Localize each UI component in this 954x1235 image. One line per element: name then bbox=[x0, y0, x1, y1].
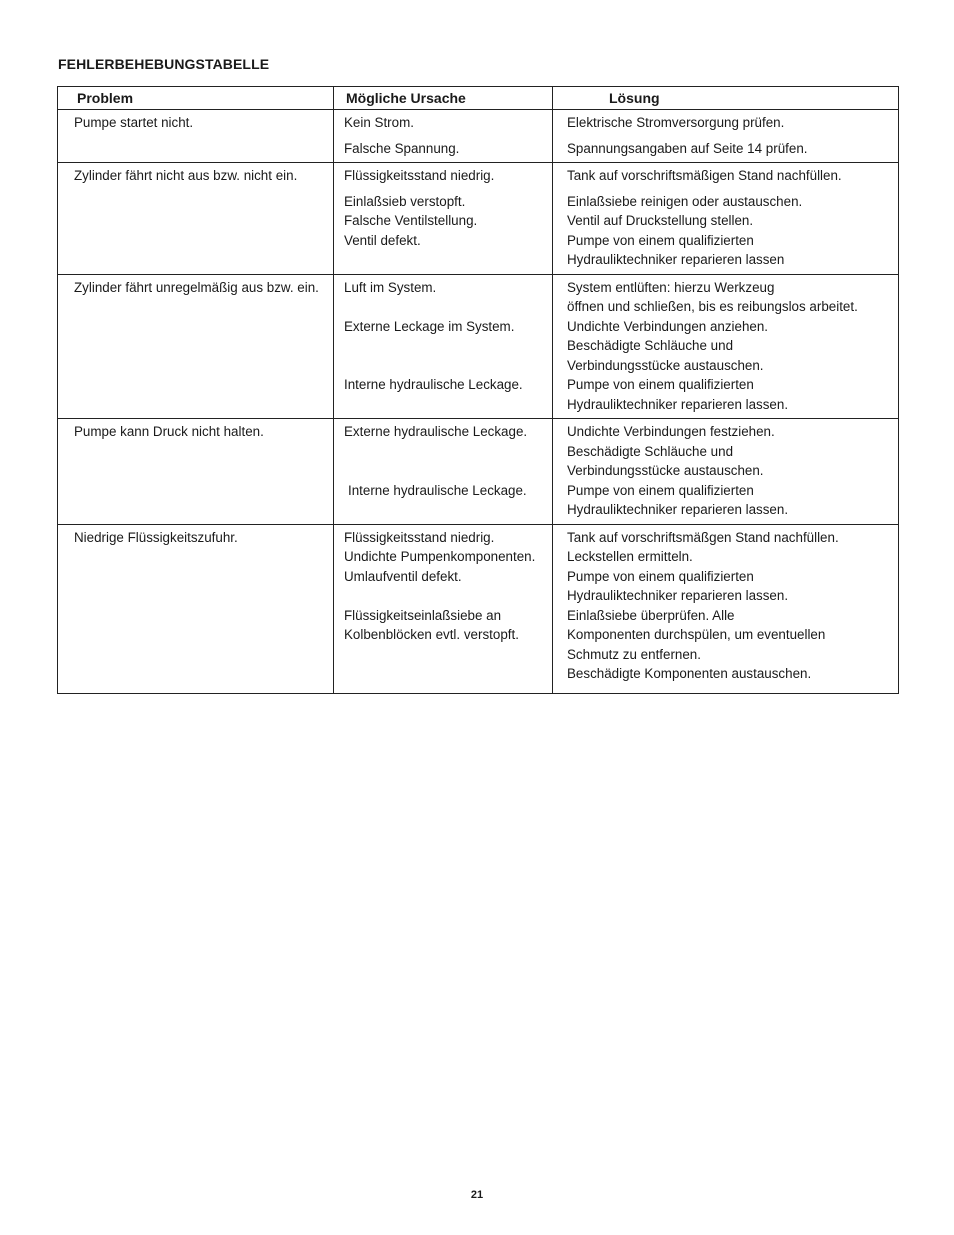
problem-text: Zylinder fährt nicht aus bzw. nicht ein. bbox=[74, 168, 298, 183]
solution-line: Hydrauliktechniker reparieren lassen. bbox=[567, 396, 789, 412]
solution-line: Undichte Verbindungen anziehen. bbox=[567, 318, 769, 334]
table-row bbox=[58, 524, 899, 693]
problem-text: Niedrige Flüssigkeitszufuhr. bbox=[74, 529, 238, 545]
solution-cell bbox=[553, 524, 899, 693]
table-row bbox=[58, 419, 899, 525]
page-number: 21 bbox=[470, 1189, 484, 1201]
header-cause: Mögliche Ursache bbox=[334, 87, 553, 110]
cause-cell bbox=[334, 163, 553, 275]
solution-cell bbox=[553, 163, 899, 275]
solution-cell bbox=[553, 110, 899, 163]
table-row bbox=[58, 110, 899, 163]
cause-line: Interne hydraulische Leckage. bbox=[344, 377, 523, 392]
problem-text: Pumpe startet nicht. bbox=[74, 115, 194, 130]
cause-cell bbox=[334, 419, 553, 525]
cause-line: Flüssigkeitseinlaßsiebe an bbox=[344, 607, 502, 623]
solution-line: System entlüften: hierzu Werkzeug bbox=[567, 279, 775, 295]
solution-line: Pumpe von einem qualifizierten bbox=[567, 377, 754, 392]
solution-line: Pumpe von einem qualifizierten bbox=[567, 482, 754, 498]
problem-cell bbox=[58, 163, 334, 275]
solution-line: Elektrische Stromversorgung prüfen. bbox=[567, 115, 785, 130]
table-header-row bbox=[58, 87, 899, 110]
solution-line: Beschädigte Komponenten austauschen. bbox=[567, 666, 812, 681]
solution-line: Pumpe von einem qualifizierten bbox=[567, 568, 754, 584]
table-row bbox=[58, 274, 899, 419]
problem-text: Pumpe kann Druck nicht halten. bbox=[74, 424, 264, 439]
solution-line: Beschädigte Schläuche und bbox=[567, 338, 734, 353]
solution-line: Einlaßsiebe reinigen oder austauschen. bbox=[567, 193, 803, 209]
page-title: FEHLERBEHEBUNGSTABELLE bbox=[58, 56, 270, 72]
solution-line: Tank auf vorschriftsmäßigen Stand nachfüllen. bbox=[567, 168, 842, 183]
problem-cell bbox=[58, 419, 334, 525]
solution-line: Schmutz zu entfernen. bbox=[567, 646, 701, 662]
header-solution: Lösung bbox=[553, 87, 899, 110]
cause-line: Einlaßsieb verstopft. bbox=[344, 193, 466, 209]
cause-line: Undichte Pumpenkomponenten. bbox=[344, 549, 536, 564]
cause-line: Falsche Ventilstellung. bbox=[344, 213, 478, 228]
solution-line: Ventil auf Druckstellung stellen. bbox=[567, 213, 754, 228]
solution-line: Pumpe von einem qualifizierten bbox=[567, 232, 754, 248]
cause-cell bbox=[334, 274, 553, 419]
cause-line: Ventil defekt. bbox=[344, 232, 421, 248]
cause-line: Flüssigkeitsstand niedrig. bbox=[344, 168, 495, 183]
solution-line: Einlaßsiebe überprüfen. Alle bbox=[567, 607, 735, 623]
problem-text: Zylinder fährt unregelmäßig aus bzw. ein. bbox=[74, 279, 319, 295]
solution-line: Verbindungsstücke austauschen. bbox=[567, 463, 764, 478]
cause-line: Flüssigkeitsstand niedrig. bbox=[344, 529, 495, 545]
solution-line: Spannungsangaben auf Seite 14 prüfen. bbox=[567, 140, 808, 156]
cause-line: Interne hydraulische Leckage. bbox=[348, 482, 527, 498]
solution-cell bbox=[553, 274, 899, 419]
solution-line: Hydrauliktechniker reparieren lassen. bbox=[567, 502, 789, 517]
cause-line: Luft im System. bbox=[344, 279, 437, 295]
cause-line: Falsche Spannung. bbox=[344, 140, 460, 156]
solution-line: Undichte Verbindungen festziehen. bbox=[567, 424, 775, 439]
solution-line: Beschädigte Schläuche und bbox=[567, 443, 734, 459]
cause-cell bbox=[334, 110, 553, 163]
problem-cell bbox=[58, 524, 334, 693]
table-row bbox=[58, 163, 899, 275]
cause-line: Externe Leckage im System. bbox=[344, 318, 515, 334]
solution-line: Hydrauliktechniker reparieren lassen bbox=[567, 252, 785, 267]
cause-line: Kein Strom. bbox=[344, 115, 414, 130]
solution-line: Komponenten durchspülen, um eventuellen bbox=[567, 627, 826, 642]
cause-cell bbox=[334, 524, 553, 693]
problem-cell bbox=[58, 274, 334, 419]
solution-line: Leckstellen ermitteln. bbox=[567, 549, 693, 564]
solution-line: Tank auf vorschriftsmäßgen Stand nachfüllen. bbox=[567, 529, 839, 545]
solution-line: Verbindungsstücke austauschen. bbox=[567, 357, 764, 373]
cause-line: Kolbenblöcken evtl. verstopft. bbox=[344, 627, 519, 642]
problem-cell bbox=[58, 110, 334, 163]
solution-line: Hydrauliktechniker reparieren lassen. bbox=[567, 588, 789, 603]
cause-line: Umlaufventil defekt. bbox=[344, 568, 462, 584]
header-problem: Problem bbox=[58, 87, 334, 110]
troubleshooting-table bbox=[57, 86, 899, 694]
solution-cell bbox=[553, 419, 899, 525]
cause-line: Externe hydraulische Leckage. bbox=[344, 424, 528, 439]
solution-line: öffnen und schließen, bis es reibungslos arbeitet. bbox=[567, 299, 858, 314]
